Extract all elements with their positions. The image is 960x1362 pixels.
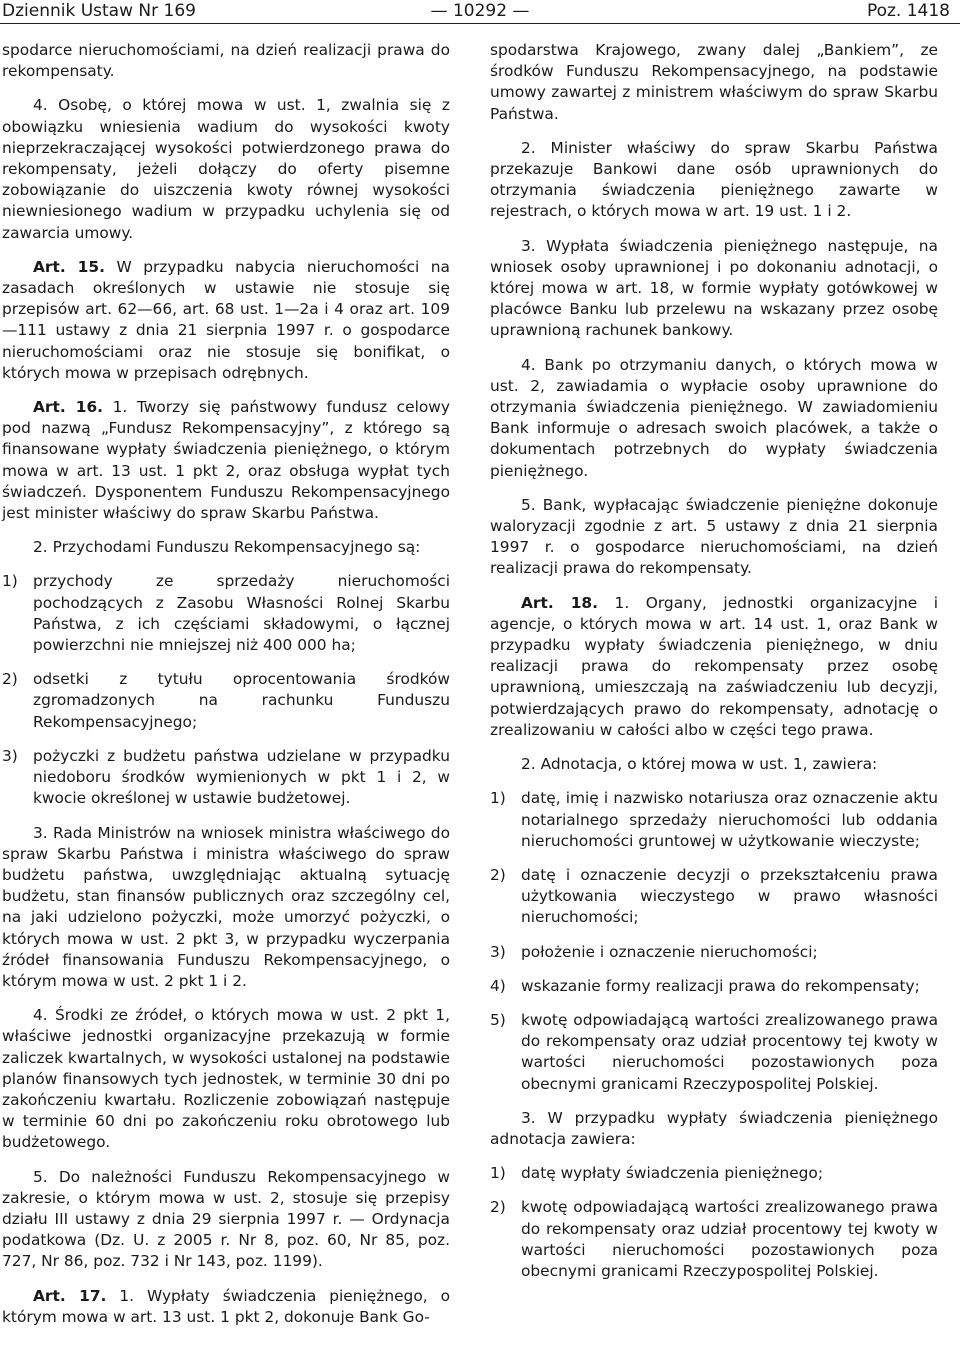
paragraph: 4. Środki ze źródeł, o których mowa w ust. 2 pkt 1, właściwe jednostki organizacyjne przekazują w formie zaliczek kwartalnych, w wysokości ustalonej na podstawie planów finansowych tych jednostek, w terminie 30 dni po zakończeniu kwartału. Rozliczenie zobowiązań następuje w terminie 60 dni po zakończeniu roku obrotowego lub budżetowego.: [2, 1006, 450, 1152]
list-number: 5): [490, 1010, 506, 1029]
list-text: odsetki z tytułu oprocentowania środków zgromadzonych na rachunku Funduszu Rekompensacyjnego;: [33, 670, 450, 731]
article-text: 1. Organy, jednostki organizacyjne i agencje, o których mowa w art. 14 ust. 1, oraz Bank w przypadku wypłaty świadczenia pieniężnego, w dniu realizacji prawa do rekompensaty przez osobę uprawnioną, umieszczają na zaświadczeniu lub decyzji, potwierdzających prawo do rekompensaty, adnotację o zrealizowaniu w całości albo w części tego prawa.: [490, 593, 938, 739]
list-number: 4): [490, 976, 506, 995]
paragraph: spodarce nieruchomościami, na dzień realizacji prawa do rekompensaty.: [2, 41, 450, 81]
list-text: pożyczki z budżetu państwa udzielane w przypadku niedoboru środków wymienionych w pkt 1 i 2, w kwocie określonej w ustawie budżetowej.: [33, 746, 450, 808]
article-17: [2, 1286, 450, 1328]
list-text: datę i oznaczenie decyzji o przekształceniu prawa użytkowania wieczystego w prawo własności nieruchomości;: [521, 865, 938, 927]
article-16: [2, 397, 450, 524]
article-text: 1. Wypłaty świadczenia pieniężnego, o którym mowa w art. 13 ust. 1 pkt 2, dokonuje Bank Go-: [2, 1286, 451, 1326]
paragraph: 3. W przypadku wypłaty świadczenia pieniężnego adnotacja zawiera:: [490, 1108, 938, 1148]
article-15: [2, 257, 450, 384]
list-number: 2): [2, 670, 18, 689]
paragraph: 2. Minister właściwy do spraw Skarbu Państwa przekazuje Bankowi dane osób uprawnionych do otrzymania świadczenia pieniężnego zawarte w rejestrach, o których mowa w art. 19 ust. 1 i 2.: [490, 138, 938, 221]
list-item: [2, 571, 450, 656]
list-number: 3): [2, 746, 18, 765]
list-text: kwotę odpowiadającą wartości zrealizowanego prawa do rekompensaty oraz udział procentowy tej kwoty w wartości nieruchomości pozostawionych poza obecnymi granicami Rzeczypospolitej Polskiej.: [521, 1010, 938, 1093]
paragraph: 2. Przychodami Funduszu Rekompensacyjnego są:: [33, 538, 421, 557]
paragraph: 5. Do należności Funduszu Rekompensacyjnego w zakresie, o którym mowa w ust. 2, stosuje się przepisy działu III ustawy z dnia 29 sierpnia 1997 r. — Ordynacja podatkowa (Dz. U. z 2005 r. Nr 8, poz. 60, Nr 85, poz. 727, Nr 86, poz. 732 i Nr 143, poz. 1199).: [2, 1167, 450, 1271]
paragraph: 3. Wypłata świadczenia pieniężnego następuje, na wniosek osoby uprawnionej i po dokonaniu adnotacji, o której mowa w art. 18, w formie wypłaty gotówkowej w placówce Banku lub przelewu na wskazany przez osobę uprawnioną rachunek bankowy.: [490, 236, 938, 340]
list-text: położenie i oznaczenie nieruchomości;: [521, 942, 818, 961]
list-text: wskazanie formy realizacji prawa do rekompensaty;: [521, 976, 920, 995]
list-item: [490, 788, 938, 852]
page-header: [0, 0, 960, 24]
paragraph: 5. Bank, wypłacając świadczenie pieniężne dokonuje waloryzacji zgodnie z art. 5 ustawy z dnia 21 sierpnia 1997 r. o gospodarce nieruchomościami, na dzień realizacji prawa do rekompensaty.: [490, 495, 938, 578]
list-text: datę, imię i nazwisko notariusza oraz oznaczenie aktu notarialnego sprzedaży nieruchomości lub oddania nieruchomości gruntowej w użytkowanie wieczyste;: [521, 789, 938, 850]
header-rule: [0, 23, 960, 24]
paragraph: 4. Osobę, o której mowa w ust. 1, zwalnia się z obowiązku wniesienia wadium do wysokości kwoty nieprzekraczającej wysokości potwierdzonego prawa do rekompensaty, jeżeli dołączy do oferty pisemne zobowiązanie do uiszczenia kwoty równej wysokości niewniesionego wadium w przypadku uchylenia się od zawarcia umowy.: [2, 96, 450, 242]
list-item: [490, 1163, 938, 1184]
list-item: [490, 1010, 938, 1095]
page-number: — 10292 —: [430, 1, 530, 21]
list-number: 2): [490, 1198, 506, 1217]
paragraph: 4. Bank po otrzymaniu danych, o których mowa w ust. 2, zawiadamia o wypłacie osoby uprawnione do otrzymania świadczenia pieniężnego. W zawiadomieniu Bank informuje o adresach swoich placówek, a także o dokumentach potrzebnych do wypłaty świadczenia pieniężnego.: [490, 355, 938, 480]
list-text: datę wypłaty świadczenia pieniężnego;: [521, 1164, 824, 1183]
article-text: W przypadku nabycia nieruchomości na zasadach określonych w ustawie nie stosuje się przepisów art. 62—66, art. 68 ust. 1—2a i 4 oraz art. 109—111 ustawy z dnia 21 sierpnia 1997 r. o gospodarce nieruchomościami oraz nie stosuje się bonifikat, o których mowa w przepisach odrębnych.: [2, 257, 450, 382]
list-item: [2, 746, 450, 810]
list-number: 2): [490, 865, 506, 884]
journal-title: Dziennik Ustaw Nr 169: [2, 1, 196, 21]
list-number: 3): [490, 942, 506, 961]
paragraph: spodarstwa Krajowego, zwany dalej „Bankiem”, ze środków Funduszu Rekompensacyjnego, na podstawie umowy zawartej z ministrem właściwym do spraw Skarbu Państwa.: [490, 41, 938, 123]
list-number: 1): [490, 789, 506, 808]
position-number: Poz. 1418: [866, 1, 950, 21]
list-item: [490, 1197, 938, 1282]
article-label: Art. 15.: [33, 257, 105, 276]
article-18: [490, 593, 938, 741]
list-text: kwotę odpowiadającą wartości zrealizowanego prawa do rekompensaty oraz udział procentowy tej kwoty w wartości nieruchomości pozostawionych poza obecnymi granicami Rzeczypospolitej Polskiej.: [521, 1198, 938, 1280]
paragraph: 2. Adnotacja, o której mowa w ust. 1, zawiera:: [521, 755, 878, 774]
article-label: Art. 16.: [33, 398, 104, 417]
paragraph: 3. Rada Ministrów na wniosek ministra właściwego do spraw Skarbu Państwa i ministra właściwego do spraw budżetu państwa, uwzględniając aktualną sytuację budżetu, stan finansów publicznych oraz szczególny cel, na jaki udzielono pożyczki, może umorzyć pożyczki, o których mowa w ust. 2 pkt 3, w przypadku wyczerpania źródeł finansowania Funduszu Rekompensacyjnego, o którym mowa w ust. 2 pkt 1 i 2.: [2, 823, 450, 990]
list-item: [2, 669, 450, 733]
list-text: przychody ze sprzedaży nieruchomości pochodzących z Zasobu Własności Rolnej Skarbu Państwa, z ich częściami składowymi, o łącznej powierzchni nie mniejszej niż 400 000 ha;: [33, 572, 450, 655]
list-item: [490, 942, 938, 963]
article-label: Art. 18.: [521, 593, 598, 612]
right-column: [490, 40, 938, 1295]
left-column: [2, 40, 450, 1341]
list-item: [490, 865, 938, 929]
list-item: [490, 976, 938, 997]
article-text: 1. Tworzy się państwowy fundusz celowy pod nazwą „Fundusz Rekompensacyjny”, z którego są finansowane wypłaty świadczenia pieniężnego, o którym mowa w art. 13 ust. 1 pkt 2, oraz obsługa wypłat tych świadczeń. Dysponentem Funduszu Rekompensacyjnego jest minister właściwy do spraw Skarbu Państwa.: [2, 398, 450, 523]
list-number: 1): [490, 1164, 506, 1183]
article-label: Art. 17.: [33, 1286, 107, 1305]
list-number: 1): [2, 572, 18, 591]
